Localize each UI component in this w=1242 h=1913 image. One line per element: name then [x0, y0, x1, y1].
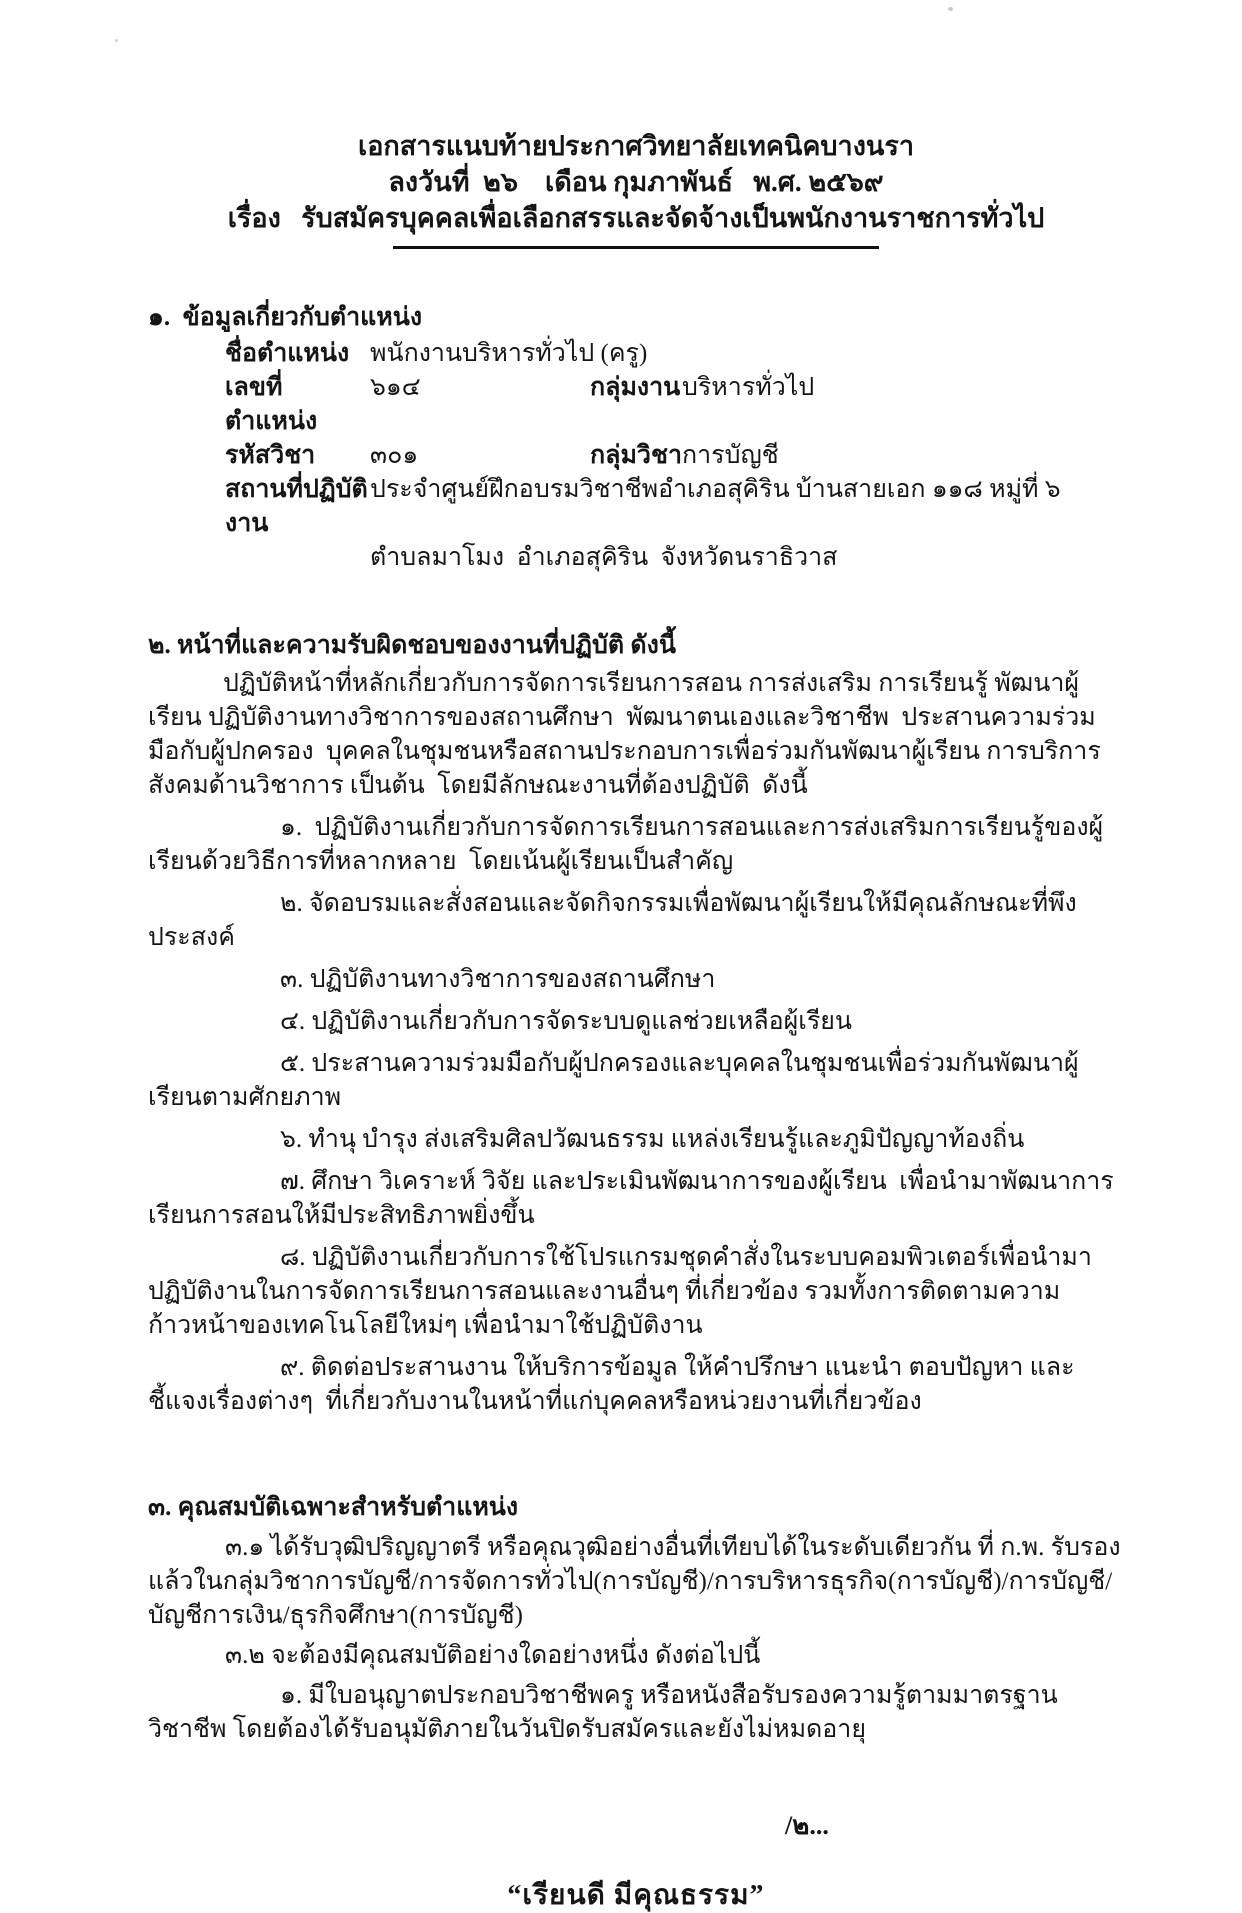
section-qualifications [148, 1491, 1124, 1747]
header-title-line: เอกสารแนบท้ายประกาศวิทยาลัยเทคนิคบางนรา [357, 131, 915, 161]
field-label: กลุ่มงาน [590, 374, 681, 401]
qualification-item-3-2-1: ๑. มีใบอนุญาตประกอบวิชาชีพครู หรือหนังสือรับรองความรู้ตามมาตรฐานวิชาชีพ โดยต้องได้รับอนุมัติภายในวันปิดรับสมัครและยังไม่หมดอายุ [148, 1682, 1058, 1743]
field-label: รหัสวิชา [225, 442, 316, 469]
footer-slogan: “เรียนดี มีคุณธรรม” [507, 1880, 765, 1911]
field-value: การบัญชี [682, 442, 779, 469]
duty-item-9: ๙. ติดต่อประสานงาน ให้บริการข้อมูล ให้คำปรึกษา แนะนำ ตอบปัญหา และชี้แจงเรื่องต่างๆ ที่เกี่ยวกับงานในหน้าที่แก่บุคคลหรือหน่วยงานที่เกี่ยวข้อง [148, 1354, 1075, 1415]
field-value: ประจำศูนย์ฝึกอบรมวิชาชีพอำเภอสุคิริน บ้านสายเอก ๑๑๘ หมู่ที่ ๖ [370, 476, 1061, 503]
field-row-subject-code [148, 439, 1124, 473]
field-value: ๓๐๑ [370, 442, 419, 469]
field-row-work-location [148, 473, 1124, 541]
duty-item-4: ๔. ปฏิบัติงานเกี่ยวกับการจัดระบบดูแลช่วยเหลือผู้เรียน [280, 1008, 853, 1035]
field-row-work-location-cont [148, 541, 1124, 575]
section1-heading: ๑. ข้อมูลเกี่ยวกับตำแหน่ง [148, 304, 423, 331]
qualification-item-3-2: ๓.๒ จะต้องมีคุณสมบัติอย่างใดอย่างหนึ่ง ดังต่อไปนี้ [225, 1642, 761, 1669]
duty-item-1: ๑. ปฏิบัติงานเกี่ยวกับการจัดการเรียนการสอนและการส่งเสริมการเรียนรู้ของผู้เรียนด้วยวิธีการที่หลากหลาย โดยเน้นผู้เรียนเป็นสำคัญ [148, 814, 1104, 875]
duty-item-7: ๗. ศึกษา วิเคราะห์ วิจัย และประเมินพัฒนาการของผู้เรียน เพื่อนำมาพัฒนาการเรียนการสอนให้มีประสิทธิภาพยิ่งขึ้น [148, 1168, 1114, 1229]
duties-intro-paragraph: ปฏิบัติหน้าที่หลักเกี่ยวกับการจัดการเรียนการสอน การส่งเสริม การเรียนรู้ พัฒนาผู้เรียน ปฏิบัติงานทางวิชาการของสถานศึกษา พัฒนาตนเองและวิชาชีพ ประสานความร่วมมือกับผู้ปกครอง บุคคลในชุมชนหรือสถานประกอบการเพื่อร่วมกันพัฒนาผู้เรียน การบริการสังคมด้านวิชาการ เป็นต้น โดยมีลักษณะงานที่ต้องปฏิบัติ ดังนี้ [148, 670, 1101, 799]
qualification-item-3-1: ๓.๑ ได้รับวุฒิปริญญาตรี หรือคุณวุฒิอย่างอื่นที่เทียบได้ในระดับเดียวกัน ที่ ก.พ. รับรองแล้วในกลุ่มวิชาการบัญชี/การจัดการทั่วไป(การบัญชี)/การบริหารธุรกิจ(การบัญชี)/การบัญชี/บัญชีการเงิน/ธุรกิจศึกษา(การบัญชี) [148, 1534, 1121, 1629]
field-label: เลขที่ตำแหน่ง [225, 374, 318, 435]
position-fields [148, 337, 1124, 575]
header-subject-line: เรื่อง รับสมัครบุคคลเพื่อเลือกสรรและจัดจ้างเป็นพนักงานราชการทั่วไป [227, 203, 1045, 233]
document-header [148, 128, 1124, 249]
section2-heading: ๒. หน้าที่และความรับผิดชอบของงานที่ปฏิบัติ ดังนี้ [148, 632, 676, 659]
field-value: พนักงานบริหารทั่วไป (ครู) [370, 340, 648, 367]
section-duties [148, 629, 1124, 1419]
duty-item-2: ๒. จัดอบรมและสั่งสอนและจัดกิจกรรมเพื่อพัฒนาผู้เรียนให้มีคุณลักษณะที่พึงประสงค์ [148, 890, 1077, 951]
field-value: บริหารทั่วไป [682, 374, 815, 401]
section-position-info [148, 301, 1124, 575]
header-divider-line [393, 246, 879, 249]
next-page-marker: /๒... [785, 1811, 829, 1840]
field-label: ชื่อตำแหน่ง [225, 340, 350, 367]
header-date-line: ลงวันที่ ๒๖ เดือน กุมภาพันธ์ พ.ศ. ๒๕๖๙ [388, 167, 884, 197]
duty-item-8: ๘. ปฏิบัติงานเกี่ยวกับการใช้โปรแกรมชุดคำสั่งในระบบคอมพิวเตอร์เพื่อนำมาปฏิบัติงานในการจัดการเรียนการสอนและงานอื่นๆ ที่เกี่ยวข้อง รวมทั้งการติดตามความก้าวหน้าของเทคโนโลยีใหม่ๆ เพื่อนำมาใช้ปฏิบัติงาน [148, 1244, 1092, 1339]
field-label: สถานที่ปฏิบัติงาน [225, 476, 368, 537]
duty-item-6: ๖. ทำนุ บำรุง ส่งเสริมศิลปวัฒนธรรม แหล่งเรียนรู้และภูมิปัญญาท้องถิ่น [280, 1126, 1025, 1153]
field-value: ตำบลมาโมง อำเภอสุคิริน จังหวัดนราธิวาส [370, 544, 838, 571]
field-row-position-number [148, 371, 1124, 439]
duty-item-3: ๓. ปฏิบัติงานทางวิชาการของสถานศึกษา [280, 966, 716, 993]
duty-item-5: ๕. ประสานความร่วมมือกับผู้ปกครองและบุคคลในชุมชนเพื่อร่วมกันพัฒนาผู้เรียนตามศักยภาพ [148, 1050, 1079, 1111]
section3-heading: ๓. คุณสมบัติเฉพาะสำหรับตำแหน่ง [148, 1494, 519, 1521]
field-row-position-name [148, 337, 1124, 371]
field-label: กลุ่มวิชา [590, 442, 682, 469]
field-value: ๖๑๔ [370, 374, 421, 401]
